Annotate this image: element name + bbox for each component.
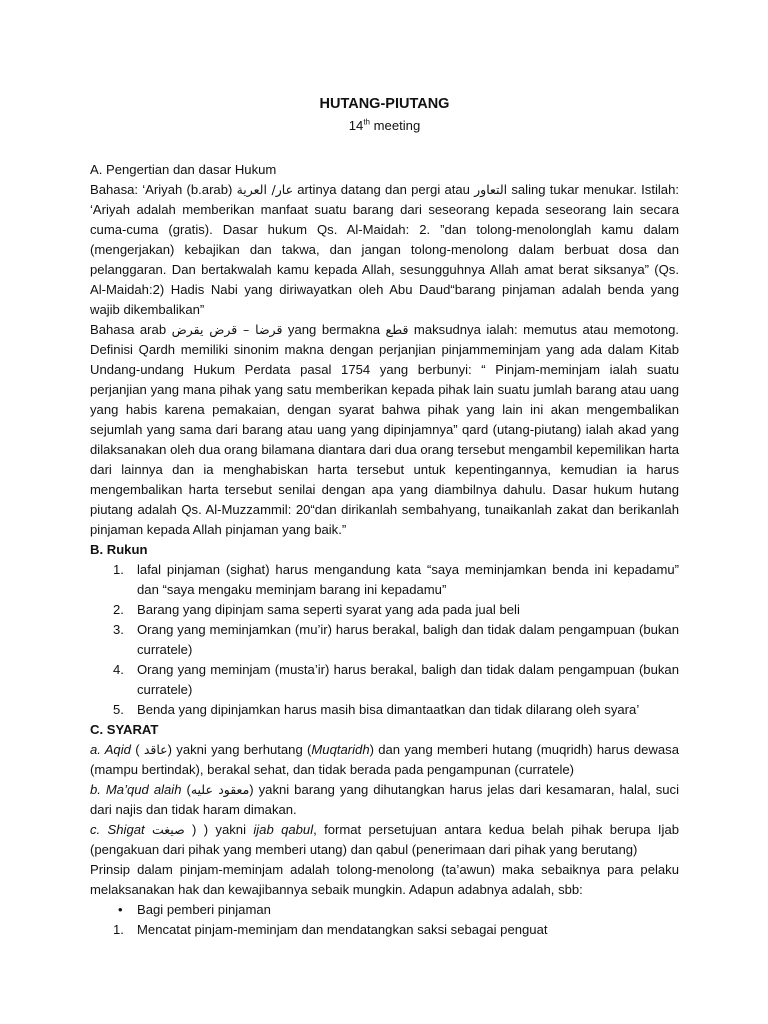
text-run: ) ) yakni [184, 822, 254, 837]
text-run: yang bermakna [282, 322, 386, 337]
list-item [90, 920, 679, 940]
subtitle-number: 14 [348, 118, 364, 133]
bullet-item [90, 900, 679, 920]
syarat-label: a. Aqid [90, 742, 131, 757]
section-a-paragraph-1 [90, 180, 679, 320]
text-run: artinya datang dan pergi atau [293, 182, 475, 197]
rukun-list [90, 560, 679, 720]
syarat-a [90, 740, 679, 780]
document-subtitle [90, 116, 679, 136]
section-c-heading: C. SYARAT [90, 722, 159, 737]
text-run: ) yakni barang yang dihutangkan harus jelas dari kesamaran, halal, suci dari najis dan tidak haram dimakan. [90, 782, 680, 817]
text-run: ) dan yang memberi hutang (muqridh) harus dewasa (mampu bertindak), berakal sehat, dan tidak berada pada pengampunan (curratele) [90, 742, 679, 777]
section-a-heading: A. Pengertian dan dasar Hukum [90, 162, 277, 177]
syarat-b [90, 780, 679, 820]
list-number: 4. [113, 662, 124, 677]
arabic-term: عار/ العرية [236, 182, 294, 197]
list-item-text: Barang yang dipinjam sama seperti syarat yang ada pada jual beli [137, 602, 520, 617]
section-b-heading: B. Rukun [90, 542, 148, 557]
list-item-text: Orang yang meminjam (musta’ir) harus berakal, baligh dan tidak dalam pengampuan (bukan curratele) [137, 662, 679, 697]
section-a-paragraph-2 [90, 320, 679, 540]
prinsip-paragraph: Prinsip dalam pinjam-meminjam adalah tolong-menolong (ta’awun) maka sebaiknya para pelaku melaksanakan hak dan kewajibannya sebaik mungkin. Adapun adabnya adalah, sbb: [90, 862, 679, 897]
text-run: maksudnya ialah: memutus atau memotong. Definisi Qardh memiliki sinonim makna dengan perjanjian pinjammeminjam yang ada dalam Kitab Undang-undang Hukum Perdata pasal 1754 yang berbunyi: “ Pinjam-meminjam ialah suatu perjanjian yang mana pihak yang satu memberikan kepada pihak lain suatu jumlah barang atau uang yang habis karena pemakaian, dengan syarat bahwa pihak yang lain ini akan mengembalikan sejumlah yang sama dari barang atau uang yang dipinjamnya” qard (utang-piutang) ialah akad yang dilaksanakan oleh dua orang bilamana diantara dari dua orang tersebut mengambil kepemilikan harta dari lainnya dan ia menghabiskan harta tersebut untuk kepentingannya, kemudian ia harus mengembalikan harta tersebut senilai dengan apa yang diambilnya dahulu. Dasar hukum hutang piutang adalah Qs. Al-Muzzammil: 20“dan dirikanlah sembahyang, tunaikanlah zakat dan berikanlah pinjaman kepada Allah pinjaman yang baik.” [90, 322, 679, 537]
list-item [90, 660, 679, 700]
subtitle-superscript: th [363, 117, 370, 127]
italic-term: Muqtaridh [311, 742, 370, 757]
text-run: Bahasa arab [90, 322, 172, 337]
list-number: 5. [113, 702, 124, 717]
list-item [90, 700, 679, 720]
list-item [90, 560, 679, 600]
arabic-term: قطع [385, 322, 409, 337]
list-number: 2. [113, 602, 124, 617]
list-item-text: lafal pinjaman (sighat) harus mengandung kata “saya meminjamkan benda ini kepadamu” dan “saya mengaku meminjam barang ini kepadamu” [137, 562, 679, 597]
text-run: ( [130, 742, 144, 757]
text-run: , format persetujuan antara kedua belah pihak berupa Ijab (pengakuan dari pihak yang memberi utang) dan qabul (penerimaan dari pihak yang berutang) [90, 822, 680, 857]
text-run: ) yakni yang berhutang ( [167, 742, 312, 757]
italic-term: ijab qabul [253, 822, 314, 837]
document-title: HUTANG-PIUTANG [319, 96, 450, 112]
adab-bullet-list [90, 900, 679, 920]
bullet-icon: • [118, 902, 123, 917]
list-item-text: Orang yang meminjamkan (mu’ir) harus berakal, baligh dan tidak dalam pengampuan (bukan curratele) [137, 622, 679, 657]
arabic-term: صيغت [152, 822, 185, 837]
arabic-term: معقود عليه [190, 782, 250, 797]
list-number: 1. [113, 562, 124, 577]
arabic-term: التعاور [474, 182, 508, 197]
bullet-text: Bagi pemberi pinjaman [137, 902, 271, 917]
list-item-text: Mencatat pinjam-meminjam dan mendatangkan saksi sebagai penguat [137, 922, 548, 937]
syarat-label: b. Ma’qud alaih [90, 782, 182, 797]
list-item-text: Benda yang dipinjamkan harus masih bisa dimantaatkan dan tidak dilarang oleh syara’ [137, 702, 640, 717]
text-run: ( [181, 782, 191, 797]
list-item [90, 600, 679, 620]
document-body [90, 94, 679, 940]
subtitle-text: meeting [370, 118, 421, 133]
list-item [90, 620, 679, 660]
syarat-c [90, 820, 679, 860]
text-run: saling tukar menukar. Istilah: ‘Ariyah adalah memberikan manfaat suatu barang dari seseorang kepada seseorang lain secara cuma-cuma (gratis). Dasar hukum Qs. Al-Maidah: 2. ”dan tolong-menolonglah kamu dalam (mengerjakan) kebajikan dan takwa, dan jangan tolong-menolong dalam berbuat dosa dan pelanggaran. Dan bertakwalah kamu kepada Allah, sesungguhnya Allah amat berat siksanya” (Qs. Al-Maidah:2) Hadis Nabi yang diriwayatkan oleh Abu Daud“barang pinjaman adalah benda yang wajib dikembalikan” [90, 182, 679, 317]
syarat-label: c. Shigat [90, 822, 145, 837]
adab-numbered-list [90, 920, 679, 940]
list-number: 1. [113, 922, 124, 937]
arabic-term: قرضا – قرض يقرض [171, 322, 283, 337]
text-run: Bahasa: ‘Ariyah (b.arab) [90, 182, 237, 197]
text-run [145, 822, 152, 837]
list-number: 3. [113, 622, 124, 637]
arabic-term: عاقد [143, 742, 168, 757]
